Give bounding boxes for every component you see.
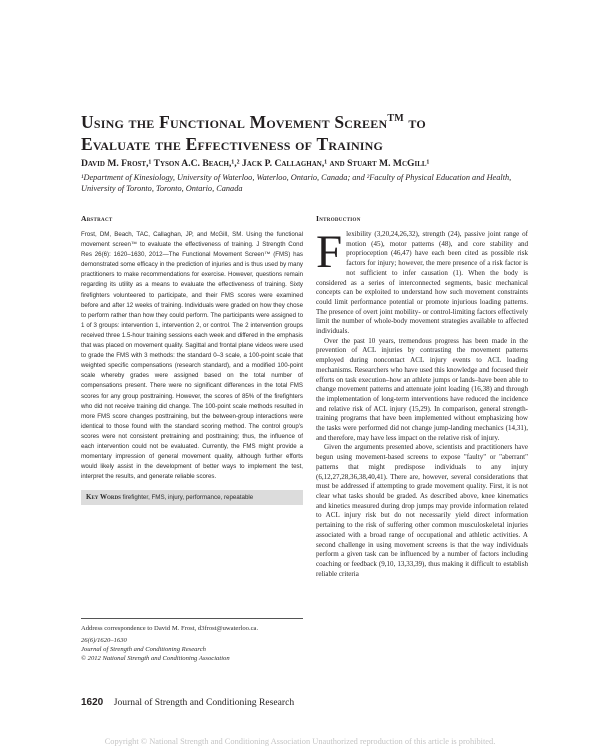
page-number: 1620 xyxy=(81,697,104,708)
intro-paragraph-2: Over the past 10 years, tremendous progress has been made in the prevention of ACL injuries by contrasting the movement patterns employed during noncontact ACL injury events to ACL loading mechanisms. Researchers who have used this knowledge and focused their efforts on task execution–how an athlete jumps or lands–have been able to change movement patterns and attenuate joint loading (16,38) and through the implementation of long-term interventions have reduced the incidence and relative risk of ACL injury (15,29). In comparison, general strength-training programs that have been implemented without emphasizing how the tasks were performed did not change jump-landing mechanics (14,31), and therefore, may have less impact on the relative risk of injury. xyxy=(316,336,528,442)
title-line2: Evaluate the Effectiveness of Training xyxy=(81,133,384,154)
intro-paragraph-3: Given the arguments presented above, scientists and practitioners have begun using movement-based screens to expose "faulty" or "aberrant" patterns that might predispose individuals to any injury (6,12,27,28,36,38,40,41). There are, however, several considerations that must be addressed if attempting to grade movement quality. First, it is not clear what tasks should be graded. As described above, knee kinematics and kinetics measured during drop jumps may provide information related to ACL injury risk but do not necessarily yield direct information pertaining to the risk of suffering other common musculoskeletal injuries associated with a broad range of occupational and athletic activities. A second challenge in using movement screens is that the way individuals perform a given task can be influenced by a number of factors including coaching or feedback (9,10, 13,33,39), thus making it difficult to establish reliable criteria xyxy=(316,443,528,578)
keywords-box xyxy=(81,490,303,505)
footer-journal-name: Journal of Strength and Conditioning Research xyxy=(113,697,295,708)
journal-name: Journal of Strength and Conditioning Research xyxy=(81,646,206,653)
copyright-watermark: Copyright © National Strength and Conditioning Association Unauthorized reproduction of this article is prohibited. xyxy=(104,737,496,746)
title-line1: Using the Functional Movement Screen xyxy=(81,111,388,132)
page-footer xyxy=(81,697,294,708)
drop-cap: F xyxy=(316,226,343,278)
footnote-divider xyxy=(81,618,303,619)
trademark-mark: TM xyxy=(387,113,404,124)
abstract-text: Frost, DM, Beach, TAC, Callaghan, JP, and McGill, SM. Using the functional movement screen™ to evaluate the effectiveness of training. J Strength Cond Res 26(6): 1620–1630, 2012—The Functional Movement Screen™ (FMS) has demonstrated some efficacy in the prediction of injuries and is thus used by many practitioners to make recommendations for exercise. However, questions remain regarding its utility as a means to evaluate the effectiveness of training. Sixty firefighters volunteered to participate, and their FMS scores were examined before and after 12 weeks of training. Individuals were graded on how they chose to perform rather than how they could perform. The participants were assigned to 1 of 3 groups: intervention 1, intervention 2, or control. The 2 intervention groups received three 1.5-hour training sessions each week and differed in the emphasis that was placed on movement quality. Sagittal and frontal plane videos were used to grade the FMS with 3 methods: the standard 0–3 scale, a 100-point scale that weighted specific compensations (research standard), and a modified 100-point scale whereby grades were assigned based on the total number of compensations present. There were no significant differences in the total FMS scores for any group posttraining. However, the scores of 85% of the firefighters who did not receive training did change. The 100-point scale methods resulted in more FMS score changes posttraining, but the between-group interactions were identical to those found with the standard scoring method. The control group's scores were not consistent pretraining and posttraining; thus, the influence of each intervention could not be evaluated. Currently, the FMS might provide a momentary impression of general movement quality, although further efforts would likely assist in the development of better ways to implement the test, interpret the results, and generate reliable scores. xyxy=(81,231,303,481)
abstract-column xyxy=(81,214,303,505)
introduction-column xyxy=(316,214,528,579)
author-list: David M. Frost,¹ Tyson A.C. Beach,¹,² Jack P. Callaghan,¹ and Stuart M. McGill¹ xyxy=(81,158,430,169)
intro-paragraph-1 xyxy=(316,226,528,337)
correspondence-block xyxy=(81,624,303,663)
abstract-heading: Abstract xyxy=(81,214,113,223)
article-title xyxy=(81,108,541,155)
introduction-body xyxy=(316,226,528,579)
volume-pages: 26(6)/1620–1630 xyxy=(81,637,127,644)
title-line1-end: to xyxy=(408,111,426,132)
keywords-label: Key Words xyxy=(86,493,121,502)
affiliations: ¹Department of Kinesiology, University of Waterloo, Waterloo, Ontario, Canada; and ²Faculty of Physical Education and Health, University of Toronto, Toronto, Ontario, Canada xyxy=(81,173,512,193)
introduction-heading: Introduction xyxy=(316,214,361,223)
keywords-text: firefighter, FMS, injury, performance, repeatable xyxy=(122,494,254,502)
intro-paragraph-1-text: lexibility (3,20,24,26,32), strength (24), passive joint range of motion (45), motor patterns (48), and core stability and proprioception (46,47) have each been cited as possible risk factors for injury; however, the mere presence of a risk factor is not sufficient to infer causation (1). When the body is considered as a series of interconnected segments, basic mechanical concepts can be exploited to understand how such movement constraints could limit performance potential or promote injurious loading patterns. The presence of overt joint mobility- or control-limiting factors effectively limit the number of whole-body movement strategies available to affected individuals. xyxy=(316,230,528,336)
copyright-notice: © 2012 National Strength and Conditioning Association xyxy=(81,655,230,662)
correspondence-address: Address correspondence to David M. Frost, d3frost@uwaterloo.ca. xyxy=(81,625,259,632)
